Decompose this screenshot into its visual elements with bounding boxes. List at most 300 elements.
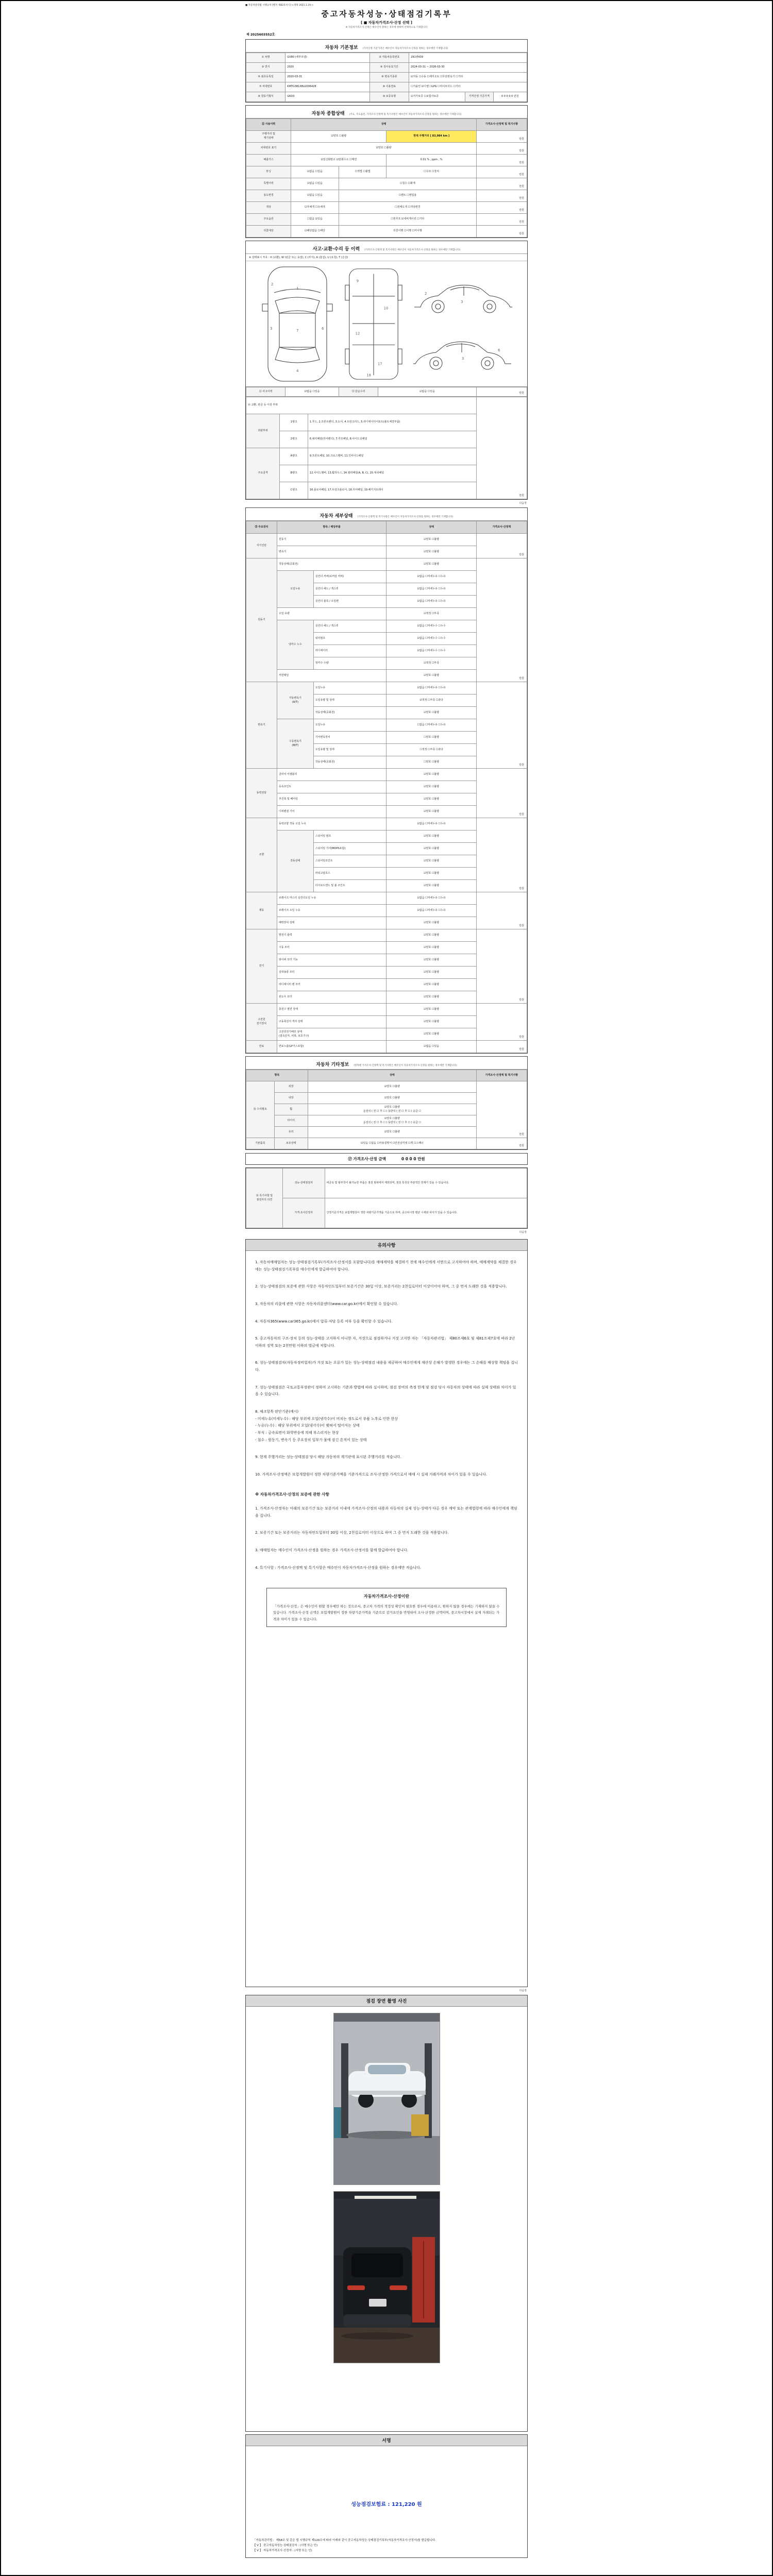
table-cell: 주요옵션 xyxy=(246,214,291,226)
svg-text:4: 4 xyxy=(296,368,299,373)
table-cell: ☑없음 ☐있음 xyxy=(291,166,339,178)
warranty-item: 4. 특기사항 : 가격조사·산정액 및 특기사항은 매수인이 자동차가격조사·산정을 원하는 경우에만 적습니다. xyxy=(255,1565,421,1570)
table-cell: ⑥ 변속기종류 xyxy=(369,73,409,82)
table-cell: 배력장치 상태 xyxy=(277,917,386,929)
notice-item: 10. 가격조사·산정액은 보험개발원이 정한 차량기준가액을 기준가격으로 조사·산정한 가격으로서 매매 시 실제 거래가격과 차이가 있을 수 있습니다. xyxy=(255,1472,488,1477)
table-cell: 2랭크 xyxy=(280,431,308,448)
title-note: ※ 자동차가격조사·산정은 매수인이 원하는 경우에 한하여 선택적으로 기재합니다 xyxy=(345,26,428,29)
table-cell: 만원 xyxy=(476,155,527,166)
table-cell: ⑪ 사용이력 xyxy=(246,119,291,131)
table-cell: 스티어링조인트 xyxy=(313,855,386,868)
table-cell: ⑱ 특기사항 및 점검자의 의견 xyxy=(246,1168,283,1228)
table-cell: 보유상태 xyxy=(274,1138,308,1149)
table-cell: ⑩ 보증유형 xyxy=(369,92,409,102)
table-cell: 만원 xyxy=(476,929,527,1004)
table-cell: ⑬ 단순수리 xyxy=(339,387,378,397)
table-cell: 원동기 xyxy=(277,534,386,546)
table-cell: 만원 xyxy=(476,534,527,558)
svg-text:12: 12 xyxy=(355,331,360,336)
section-overall-header xyxy=(246,106,527,118)
table-cell: 0 0 0 0 0 만원 xyxy=(493,92,527,102)
table-cell: ⑨ 원동기형식 xyxy=(246,92,285,102)
table-cell: 16.플로어패널, 17.트렁크플로어, 18.리어패널, 19.패키지트레이 xyxy=(308,482,476,499)
table-cell: 연료 xyxy=(246,1041,277,1053)
table-cell: 라디에이터 팬 모터 xyxy=(277,979,386,991)
table-cell: G6D3 xyxy=(285,92,370,102)
table-cell: ☑양호 ☐불량 xyxy=(386,843,476,855)
table-cell: 만원 xyxy=(476,1004,527,1041)
table-cell: ☑양호 ☐불량 xyxy=(291,143,477,155)
section-etc-header xyxy=(246,1057,527,1070)
table-cell: 1랭크 xyxy=(280,414,308,431)
basic-info-table xyxy=(246,53,527,102)
section-title: 사고·교환·수리 등 이력 xyxy=(312,247,360,252)
table-cell: 유리 xyxy=(274,1127,308,1138)
notice-item: 2. 성능·상태점검의 보증에 관한 사항은 자동차인도일부터 보증기간은 30일 이상, 보증거리는 2천킬로미터 이상이어야 하며, 그 중 먼저 도래한 것을 적용합니다. xyxy=(255,1284,507,1289)
table-cell: 리콜이행 ☐이행 ☐미이행 xyxy=(339,226,476,238)
table-cell: 타이로드엔드 및 볼 조인트 xyxy=(313,880,386,892)
notice-item: 1. 자동차매매업자는 성능·상태점검기록부(가격조사·산정서를 포함합니다)를 매매계약을 체결하기 전에 매수인에게 서면으로 고지하여야 하며, 매매계약을 체결한 경우에는 성능·상태점검기록부를 매수인에게 발급하여야 합니다. xyxy=(255,1260,517,1272)
notice-item: 3. 자동차의 리콜에 관한 사항은 자동차리콜센터(www.car.go.kr)에서 확인할 수 있습니다. xyxy=(255,1301,398,1306)
next-page-label: 다음장 xyxy=(519,1989,527,1992)
section-overall-condition xyxy=(245,105,528,238)
table-cell: ⑦ 차대번호 xyxy=(246,82,285,92)
table-cell: ☑없음 ☐미세누수 ☐누수 xyxy=(386,645,476,657)
table-cell: ☐적정 ☐부족 ☐과다 xyxy=(386,744,476,756)
table-cell: ③ 연식 xyxy=(246,63,285,73)
table-cell: ☑양호 ☐불량 xyxy=(386,806,476,818)
table-cell: 작동상태(공회전) xyxy=(313,707,386,719)
table-cell: 오일누유 xyxy=(313,719,386,732)
detail-condition-table xyxy=(246,521,527,1053)
price-estimate-label: ⑰ 가격조사·산정 금액 xyxy=(348,1157,386,1161)
inspection-insurance-fee: 성능점검보험료 : 121,220 원 xyxy=(351,2502,422,2507)
table-cell: 외판부위 xyxy=(246,414,280,448)
table-cell: ☑없음 ☐있음 xyxy=(291,178,339,190)
table-cell: 만원 xyxy=(476,1138,527,1149)
table-cell: ☐가솔린 ☑디젤 ☐LPG ☐하이브리드 ☐기타 xyxy=(409,82,527,92)
table-cell: ☐없음 ☐미세누유 ☐누유 xyxy=(386,719,476,732)
inspector-opinion-table xyxy=(246,1168,527,1228)
table-cell: ⑮ 주요장치 xyxy=(246,521,277,534)
table-cell: 만원 xyxy=(476,190,527,202)
table-cell: 만원 xyxy=(476,226,527,238)
table-cell: 배출가스 xyxy=(246,155,291,166)
table-cell: 추진축 및 베어링 xyxy=(277,793,386,806)
next-page-label: 다음장 xyxy=(519,1231,527,1234)
table-cell: ☑양호 ☐불량 xyxy=(386,868,476,880)
table-cell: ⑤ 최초등록일 xyxy=(246,73,285,82)
table-cell: A랭크 xyxy=(280,448,308,465)
price-definition-box xyxy=(266,1588,507,1627)
table-cell: 커먼레일 xyxy=(277,670,386,682)
table-cell: 구동축전지 격리 상태 xyxy=(277,1016,386,1028)
table-cell: ☑양호 ☐불량 xyxy=(386,1016,476,1028)
table-cell: 주행거리 및 계기상태 xyxy=(246,131,291,143)
table-cell: ☑양호 ☐불량 xyxy=(308,1127,476,1138)
section-title: 자동차 종합상태 xyxy=(311,111,345,116)
table-cell: 와이퍼 모터 기능 xyxy=(277,954,386,967)
table-cell: ☑양호 ☐불량 xyxy=(386,707,476,719)
table-cell: ⑧ 사용연료 xyxy=(369,82,409,92)
table-cell: ☑적정 ☐부족 xyxy=(386,608,476,620)
table-cell: 실린더 커버(로커암 커버) xyxy=(313,571,386,583)
warranty-item: 3. 매매업자는 매수인이 가격조사·산정을 원하는 경우 가격조사·산정서를 함께 발급하여야 합니다. xyxy=(255,1548,409,1553)
table-cell: ☑없음 ☐있음 xyxy=(285,387,339,397)
table-cell: ⑭ 교환, 판금 등 이상 부위 xyxy=(246,397,477,414)
table-cell: ④ 검사유효기간 xyxy=(369,63,409,73)
table-cell: 1.후드, 2.프론트펜더, 3.도어, 4.트렁크리드, 5.라디에이터서포트(볼트체결부품) xyxy=(308,414,476,431)
car-damage-diagrams xyxy=(246,261,527,387)
document-body xyxy=(245,1,528,2558)
table-cell: 2020 xyxy=(285,63,370,73)
notice-item: 6. 성능·상태점검자(자동차정비업자)가 거짓 또는 오류가 있는 성능·상태점검 내용을 제공하여 매수인에게 재산상 손해가 발생한 경우에는 그 손해를 배상할 책임을 집니다. xyxy=(255,1361,518,1372)
table-cell: ☐양호 ☐불량 xyxy=(386,756,476,769)
table-cell: ☑양호 ☐불량 xyxy=(386,954,476,967)
table-cell: 제동 xyxy=(246,892,277,929)
table-cell: ☐없음 ☑있음 xyxy=(291,214,339,226)
table-cell: 용도변경 xyxy=(246,190,291,202)
table-cell: 스티어링 기어(MDPS포함) xyxy=(313,843,386,855)
svg-text:7: 7 xyxy=(296,328,299,333)
table-cell: 2020-03-31 xyxy=(285,73,370,82)
table-cell: ☑없음 ☐미세누수 ☐누수 xyxy=(386,620,476,633)
table-cell: ⑯ 수리필요 xyxy=(246,1081,275,1138)
table-cell: 연료누출(LP가스포함) xyxy=(277,1041,386,1053)
table-cell: 만원 xyxy=(476,558,527,682)
price-estimate-amount: 0 0 0 0 만원 xyxy=(401,1157,425,1161)
table-cell: ☑자가보증 ☐보험사보증 xyxy=(409,92,465,102)
table-cell: 산정기준가격은 보험개발원이 정한 차량기준가액을 기준으로 하며, 중고차시장 평균 시세와 차이가 있을 수 있습니다. xyxy=(325,1198,527,1228)
form-reference-note: ■ 자동차관리법 시행규칙 [별지 제82호서식] <개정 2021.1.19.> xyxy=(245,4,314,7)
section-title: 자동차 기타정보 xyxy=(316,1062,349,1067)
signature-body xyxy=(246,2446,527,2556)
table-cell: 브레이크 오일 누유 xyxy=(277,905,386,917)
price-definition-text: 「가격조사·산정」은 매수인이 원할 경우에만 하는 것으로서, 중고차 가격의 적정성 확인이 필요한 경우에 이용하고, 원하지 않을 경우에는 기재하지 않을 수 있습니다. 가격조사·산정 금액은 보험개발원이 정한 차량기준가액을 기준으로 감가요인을 반영하여 조사·산정한 금액이며, 중고차시장에서 실제 거래되는 가격과 차이가 있을 수 있습니다. xyxy=(273,1604,500,1621)
table-cell: 라디에이터 xyxy=(313,645,386,657)
svg-text:2: 2 xyxy=(271,282,274,286)
warranty-title: ※ 자동차가격조사·산정의 보증에 관한 사항 xyxy=(255,1492,329,1497)
table-cell: 만원 xyxy=(476,178,527,190)
car-underbody-diagram xyxy=(343,263,404,385)
table-cell: 수동변속기 (M/T) xyxy=(277,719,313,769)
table-cell: 윈도우 모터 xyxy=(277,991,386,1004)
svg-text:3: 3 xyxy=(462,356,464,361)
table-cell: ☑양호 ☐불량 xyxy=(386,880,476,892)
table-cell: 만원 xyxy=(476,143,527,155)
table-cell: 리콜대상 xyxy=(246,226,291,238)
table-cell: ☑양호 ☐불량 xyxy=(386,942,476,954)
table-cell: ☐양호 ☐불량 xyxy=(386,732,476,744)
table-cell: 실린더 블록 / 오일팬 xyxy=(313,596,386,608)
table-cell: 충전구 절연 상태 xyxy=(277,1004,386,1016)
table-cell: ☑자동 ☐수동 ☐세미오토 ☐무단변속기 ☐기타 xyxy=(409,73,527,82)
table-cell: 변속기 xyxy=(277,546,386,558)
photos-title: 점검 장면 촬영 사진 xyxy=(246,1995,527,2007)
table-cell: B랭크 xyxy=(280,465,308,482)
table-cell: 냉각수 누수 xyxy=(277,620,313,670)
svg-text:1: 1 xyxy=(296,286,299,291)
table-cell: 오일유량 및 상태 xyxy=(313,744,386,756)
warranty-items xyxy=(255,1505,518,1571)
table-cell: ☐렌트 ☐영업용 xyxy=(339,190,476,202)
table-cell: 상태 xyxy=(291,119,477,131)
table-cell: 타이어 xyxy=(274,1115,308,1127)
table-cell: 고전원전기배선 상태 (접속단자, 피복, 보호기구) xyxy=(277,1028,386,1041)
notice-item: 9. 현재 주행거리는 성능·상태점검 당시 해당 자동차의 계기판에 표시된 주행거리를 적습니다. xyxy=(255,1455,401,1460)
table-cell: 특별이력 xyxy=(246,178,291,190)
table-cell: ☑적정 ☐부족 xyxy=(386,657,476,670)
table-cell: ☑양호 ☐불량 xyxy=(386,979,476,991)
car-side-left-diagram xyxy=(411,274,514,317)
table-cell: 파워고압호스 xyxy=(313,868,386,880)
table-cell: ☑양호 ☐불량 xyxy=(386,534,476,546)
table-cell: ☑양호 ☐불량 xyxy=(386,769,476,781)
table-cell: 내장 xyxy=(274,1093,308,1104)
svg-text:10: 10 xyxy=(383,306,389,310)
notice-title: 유의사항 xyxy=(246,1240,527,1251)
table-cell: 전기 xyxy=(246,929,277,1004)
table-cell: 만원 xyxy=(476,818,527,892)
table-cell: ☑없음 ☐미세누유 ☐누유 xyxy=(386,905,476,917)
table-cell: ⑫ 사고이력 xyxy=(246,387,285,397)
table-cell: 항목 / 해당부품 xyxy=(277,521,386,534)
warranty-item: 2. 보증기간 또는 보증거리는 자동차인도일부터 30일 이상, 2천킬로미터 이상으로 하며 그 중 먼저 도래한 것을 적용합니다. xyxy=(255,1531,449,1535)
table-cell: 항목 xyxy=(246,1070,308,1081)
notice-item: 8. 체크항목 판단기준(예시) - 미세누유(미세누수) : 해당 부위에 오일(냉각수)이 비치는 정도로서 부품 노후로 인한 현상 - 누유(누수) : 해당 부위에서 오일(냉각수)이 맺혀서 떨어지는 상태 - 부식 : 금속표면이 화학반응에 의해 부스러지는 현상 - 침수 : 원동기, 변속기 등 주요장치 일부가 물에 잠긴 흔적이 있는 상태 xyxy=(255,1410,398,1442)
section-title: 자동차 세부상태 xyxy=(320,514,353,519)
section-signature xyxy=(245,2434,528,2558)
section-detail-condition xyxy=(245,507,528,1054)
table-cell: ☑양호 ☐불량 xyxy=(386,546,476,558)
table-cell: ☑없음 ☐미세누유 ☐누유 xyxy=(386,571,476,583)
section-accident-history xyxy=(245,241,528,500)
table-cell: 가격산정 기준가격 xyxy=(465,92,494,102)
document-number: 제 2025603552호 xyxy=(246,33,275,37)
damage-code-legend: ※ 상태표시 부호 : X (교환), W (판금 또는 용접), C (부식), A (흠집), U (요철), T (손상) xyxy=(246,254,527,261)
table-cell: 작동상태 xyxy=(277,831,313,892)
document-subtitle: [ ■ 자동차가격조사·산정 선택 ] xyxy=(361,21,412,25)
table-cell: ☑양호 ☐불량 xyxy=(386,793,476,806)
table-cell: ☑양호 ☐불량 xyxy=(386,991,476,1004)
table-cell: ☑없음 ☐미세누유 ☐누유 xyxy=(386,596,476,608)
table-cell: ☑없음 ☐미세누유 ☐누유 xyxy=(386,583,476,596)
table-cell: 비금속 및 탈부착이 불가능한 부품은 점검 범위에서 제외되며, 점검 특성상 부분적인 한계가 있을 수 있습니다. xyxy=(325,1168,527,1198)
notice-body xyxy=(246,1251,527,1639)
table-cell: ☑없음 ☐있음 xyxy=(378,387,477,397)
table-cell: ☑양호 ☐불량 xyxy=(386,1004,476,1016)
table-cell: 오일누유 xyxy=(313,682,386,694)
table-cell: 오일유량 및 상태 xyxy=(313,694,386,707)
section-basic-header xyxy=(246,40,527,53)
table-cell: 냉각수 수량 xyxy=(313,657,386,670)
section-notice xyxy=(245,1239,528,1987)
svg-text:6: 6 xyxy=(322,326,324,331)
section-basic-info xyxy=(245,39,528,103)
table-cell: 만원 xyxy=(476,682,527,769)
table-cell: 가격조사·산정액 및 특기사항 xyxy=(476,119,527,131)
signature-title: 서명 xyxy=(246,2435,527,2446)
document-title: 중고자동차성능·상태점검기록부 xyxy=(321,9,452,19)
notice-item: 7. 성능·상태점검은 국토교통부장관이 정하여 고시하는 기준과 방법에 따라 실시하며, 점검 장비의 측정 한계 및 점검 당시 자동차의 상태에 따라 실제 상태와 차이가 있을 수 있습니다. xyxy=(255,1385,516,1397)
table-cell: ☑양호 ☐불량 xyxy=(308,1093,476,1104)
table-cell: 실내송풍 모터 xyxy=(277,967,386,979)
table-cell: 상태 xyxy=(386,521,476,534)
svg-text:17: 17 xyxy=(377,362,382,366)
table-cell: 상태 xyxy=(308,1070,476,1081)
section-note: (항목별 가격조사·산정액 및 특기사항은 매수인이 자동차가격조사·산정을 원하는 경우에만 기재합니다) xyxy=(354,1064,457,1067)
table-cell: 만원 xyxy=(476,202,527,214)
table-cell: 오일 유량 xyxy=(277,608,386,620)
inspection-photo-lift xyxy=(333,2013,440,2185)
section-title: 자동차 기본정보 xyxy=(325,45,358,50)
table-cell: 동력조향 작동 오일 누유 xyxy=(277,818,386,831)
table-cell: ☑적정 ☐부족 ☐과다 xyxy=(386,694,476,707)
table-cell: ☑없음 ☐미세누수 ☐누수 xyxy=(386,633,476,645)
table-cell: ☑없음 ☐있음 xyxy=(291,190,339,202)
table-cell: 시동 모터 xyxy=(277,942,386,954)
next-page-label: 다음장 xyxy=(519,502,527,505)
table-cell: 12.사이드멤버, 13.휠하우스, 14.필러패널(A, B, C), 15.대쉬패널 xyxy=(308,465,476,482)
table-cell: 가격조사·산정액 xyxy=(476,521,527,534)
table-cell: ☑해당없음 ☐해당 xyxy=(291,226,339,238)
table-cell: ☑양호 ☐불량 xyxy=(386,967,476,979)
notice-items xyxy=(255,1259,518,1479)
overall-condition-table xyxy=(246,118,527,238)
table-cell: ② 자동차등록번호 xyxy=(369,53,409,63)
panel-rank-table xyxy=(246,397,527,499)
table-cell: ☑없음 ☐미세누유 ☐누유 xyxy=(386,892,476,905)
table-cell: ☑양호 ☐불량 xyxy=(386,781,476,793)
car-side-right-diagram xyxy=(411,331,514,374)
section-note: (주요, 주요옵션, 가격조사·산정액 및 특기사항은 매수인이 자동차가격조사·산정을 원하는 경우에만 기재합니다) xyxy=(349,113,462,116)
warranty-item: 1. 가격조사·산정자는 아래의 보증기간 또는 보증거리 이내에 가격조사·산정의 내용과 자동차의 실제 성능·상태가 다른 경우 계약 또는 관계법령에 따라 매수인에게 책임을 집니다. xyxy=(255,1506,517,1518)
section-note: (가격조사·산정액 및 특기사항은 매수인이 자동차가격조사·산정을 원하는 경우에만 기재합니다) xyxy=(364,249,461,251)
table-cell: KMTG381XBLU006428 xyxy=(285,82,370,92)
table-cell: 등속조인트 xyxy=(277,781,386,793)
table-cell: ☑없음 ☐있음 xyxy=(386,1041,476,1053)
table-cell: 기어변속장치 xyxy=(313,732,386,744)
table-cell: 주요골격 xyxy=(246,448,280,499)
notice-item: 4. 자동차365(www.car365.go.kr)에서 압류·저당 등록 여부 등을 확인할 수 있습니다. xyxy=(255,1319,393,1324)
table-cell: 만원 xyxy=(476,1081,527,1138)
table-cell: ☑양호 ☐불량 xyxy=(291,131,386,143)
svg-text:6: 6 xyxy=(498,348,500,352)
table-cell: 실린더 헤드 / 개스킷 xyxy=(313,620,386,633)
table-cell: 디퍼렌셜 기어 xyxy=(277,806,386,818)
table-cell: 291병439 xyxy=(409,53,527,63)
section-detail-header xyxy=(246,508,527,521)
table-cell: 브레이크 마스터 실린더오일 누유 xyxy=(277,892,386,905)
section-etc-info xyxy=(245,1056,528,1150)
table-cell: ☐썬루프 ☑네비게이션 ☐기타 xyxy=(339,214,476,226)
section-accident-header xyxy=(246,241,527,254)
section-note: (가격조사·산정액 및 특기사항은 매수인이 자동차가격조사·산정을 원하는 경우에만 기재합니다) xyxy=(357,516,453,518)
table-cell: ☑양호 ☐불량 운전석 ( 전 ☐ 후 ☐ ) 동반석 ( 전 ☐ 후 ☐ ) 응급 ☐ xyxy=(308,1115,476,1127)
table-cell: 작동상태(공회전) xyxy=(313,756,386,769)
svg-text:9: 9 xyxy=(356,278,359,283)
table-cell: 0.01 % , ppm , % xyxy=(386,155,476,166)
svg-text:3: 3 xyxy=(461,299,463,304)
table-cell: 자동변속기 (A/T) xyxy=(277,682,313,719)
etc-info-table xyxy=(246,1070,527,1149)
price-definition-title: 자동차가격조사·산정이란 xyxy=(363,1594,410,1599)
table-cell: 클러치 어셈블리 xyxy=(277,769,386,781)
table-cell: 만원 xyxy=(476,892,527,929)
table-cell: 자기진단 xyxy=(246,534,277,558)
car-top-view-diagram xyxy=(259,263,336,385)
inspection-photo-rear xyxy=(333,2191,440,2363)
table-cell: 스티어링 펌프 xyxy=(313,831,386,843)
table-cell: ☐구조 ☐장치 xyxy=(386,166,476,178)
table-cell: ☐침수 ☐화재 xyxy=(339,178,476,190)
signature-line: 「자동차관리법」 제58조 및 같은 법 시행규칙 제120조에 따라 아래와 같이 중고자동차성능·상태점검기록부(자동차가격조사·산정서)를 발급합니다. xyxy=(253,2539,436,2542)
table-cell: ☑없음 ☐미세누유 ☐누유 xyxy=(386,818,476,831)
table-cell: 가격조사·산정액 및 특기사항 xyxy=(476,1070,527,1081)
table-cell: 만원 xyxy=(476,397,527,499)
table-cell: ☑일산화탄소 ☑탄화수소 ☐매연 xyxy=(291,155,386,166)
table-cell: ☑있음 ☐없음 ☐사용설명서 ☐안전삼각대 ☐잭 ☐스패너 xyxy=(308,1138,476,1149)
table-cell: ☑양호 ☐불량 xyxy=(386,929,476,942)
table-cell: ☑양호 ☐불량 xyxy=(386,855,476,868)
table-cell: GV80 (세부모델) xyxy=(285,53,370,63)
section-note: (가격산정 기준가격은 매수인이 자동차가격조사·산정을 원하는 경우에만 기재합니다) xyxy=(362,47,448,50)
svg-text:3: 3 xyxy=(270,326,273,331)
table-cell: 가격·조사산정자 xyxy=(282,1198,325,1228)
notice-item: 5. 중고자동차의 구조·장치 등의 성능·상태를 고지하지 아니한 자, 거짓으로 점검하거나 거짓 고지한 자는 「자동차관리법」 제80조제6호 및 제81조제7호에 따라 2년 이하의 징역 또는 2천만원 이하의 벌금에 처합니다. xyxy=(255,1336,515,1348)
price-estimate-bar xyxy=(245,1153,528,1165)
table-cell: 만원 xyxy=(476,1041,527,1053)
signature-line: 【 V 】 자동차가격조사·산정자 : (서명 또는 인) xyxy=(253,2549,312,2552)
table-cell: 조향 xyxy=(246,818,277,892)
table-cell: 색상 xyxy=(246,202,291,214)
table-cell: 원동기 xyxy=(246,558,277,682)
table-cell: 발전기 출력 xyxy=(277,929,386,942)
table-cell: 현재 주행거리 [ 83,984 km ] xyxy=(386,131,476,143)
svg-text:2: 2 xyxy=(425,291,427,296)
table-cell: 실린더 헤드 / 개스킷 xyxy=(313,583,386,596)
table-cell: 변속기 xyxy=(246,682,277,769)
section-inspector-opinion xyxy=(245,1167,528,1229)
table-cell: 고전원 전기장치 xyxy=(246,1004,277,1041)
table-cell: 만원 xyxy=(476,166,527,178)
table-cell: ☑양호 ☐불량 xyxy=(386,670,476,682)
table-cell: ☑양호 ☐불량 xyxy=(386,558,476,571)
table-cell: ☐적법 ☐불법 xyxy=(339,166,386,178)
table-cell: 만원 xyxy=(476,131,527,143)
table-cell: 6.쿼터패널(리어펜더), 7.루프패널, 8.사이드실패널 xyxy=(308,431,476,448)
table-cell: ☑양호 ☐불량 xyxy=(386,917,476,929)
table-cell: ☑무채색 ☐유채색 xyxy=(291,202,339,214)
table-cell: 외장 xyxy=(274,1081,308,1093)
table-cell: 기본품목 xyxy=(246,1138,275,1149)
table-cell: 동력전달 xyxy=(246,769,277,818)
table-cell: ☐전체도색 ☐색상변경 xyxy=(339,202,476,214)
accident-summary-table xyxy=(246,387,527,397)
table-cell: 만원 xyxy=(476,769,527,818)
table-cell: ☑없음 ☐미세누유 ☐누유 xyxy=(386,682,476,694)
table-cell: 오일누유 xyxy=(277,571,313,608)
table-cell: ☑양호 ☐불량 xyxy=(386,831,476,843)
table-cell: ☑양호 ☐불량 운전석 ( 전 ☐ 후 ☐ ) 동반석 ( 전 ☐ 후 ☐ ) 응급 ☐ xyxy=(308,1104,476,1115)
table-cell: 워터펌프 xyxy=(313,633,386,645)
table-cell: 작동상태(공회전) xyxy=(277,558,386,571)
section-inspection-photos xyxy=(245,1995,528,2432)
table-cell: 만원 xyxy=(476,214,527,226)
table-cell: 만원 xyxy=(476,387,527,397)
signature-line: 【 V 】 중고자동차성능·상태점검자 : (서명 또는 인) xyxy=(253,2544,318,2547)
table-cell: 9.프론트패널, 10.크로스멤버, 11.인사이드패널 xyxy=(308,448,476,465)
